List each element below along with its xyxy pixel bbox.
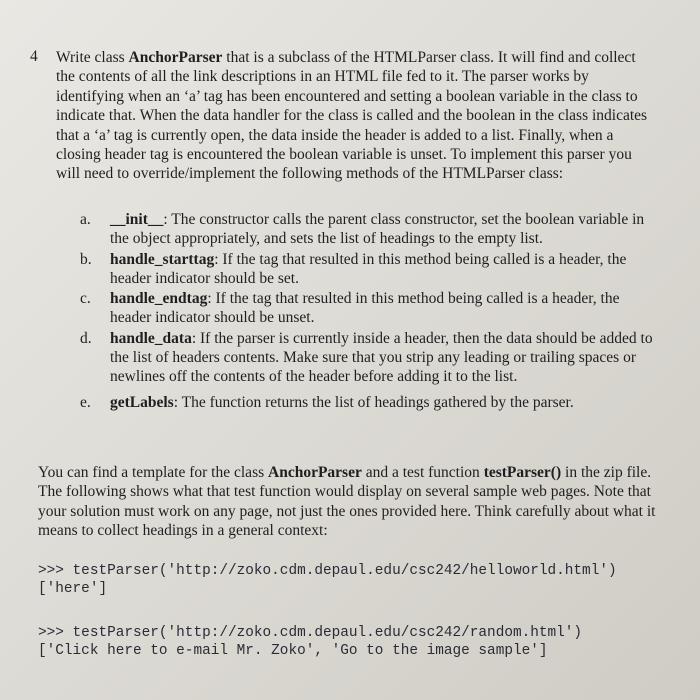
method-name: __init__ <box>110 211 164 228</box>
closing-text-1: You can find a template for the class <box>38 464 269 481</box>
question-number: 4 <box>30 48 38 65</box>
method-name: getLabels <box>110 393 174 411</box>
closing-text-3: in the zip file. The following shows what that test function would display on several sample web pages. Note that your solution must work on any page, not just the ones provided here. Think carefully about what it means to collect headings in a general context: <box>38 464 656 540</box>
example-call: >>> testParser('http://zoko.cdm.depaul.edu/csc242/helloworld.html') <box>38 563 617 579</box>
method-item-handle-endtag <box>80 289 660 328</box>
intro-text-rest: that is a subclass of the HTMLParser class. It will find and collect the contents of all the link descriptions in an HTML file fed to it. The parser works by identifying when an ‘a’ tag has been encountered and setting a boolean variable in the class to indicate that. When the data handler for the class is called and the boolean in the class indicates that a ‘a’ tag is currently open, the data inside the header is added to a list. Finally, when a closing header tag is encountered the boolean variable is unset. To implement this parser you will need to override/implement the following methods of the HTMLParser class: <box>56 49 648 183</box>
method-list <box>80 210 660 412</box>
example-call: >>> testParser('http://zoko.cdm.depaul.edu/csc242/random.html') <box>38 625 583 641</box>
closing-paragraph <box>38 463 662 541</box>
method-name: handle_data <box>110 329 192 347</box>
method-item-handle-data <box>80 329 660 387</box>
intro-class-name: AnchorParser <box>128 49 223 66</box>
example-result: ['here'] <box>38 581 108 597</box>
method-description: : If the tag that resulted in this method being called is a header, the header indicator should be unset. <box>110 290 620 327</box>
method-item-getlabels <box>80 393 660 412</box>
example-1 <box>38 562 617 598</box>
example-result: ['Click here to e-mail Mr. Zoko', 'Go to the image sample'] <box>38 643 548 659</box>
intro-paragraph <box>56 48 656 184</box>
method-description: : The constructor calls the parent class constructor, set the boolean variable in the object appropriately, and sets the list of headings to the empty list. <box>110 211 645 248</box>
example-2 <box>38 624 582 660</box>
closing-class-name: AnchorParser <box>268 464 362 481</box>
method-description: : If the parser is currently inside a header, then the data should be added to the list of headers contents. Make sure that you strip any leading or trailing spaces or newlines off the contents of the header before adding it to the list. <box>110 329 653 386</box>
item-label: d. <box>80 329 92 347</box>
method-name: handle_starttag <box>110 250 215 268</box>
intro-text-start: Write class <box>56 49 129 66</box>
method-item-init <box>80 210 660 249</box>
item-label: e. <box>80 393 91 411</box>
item-label: c. <box>80 290 91 308</box>
item-label: b. <box>80 250 92 268</box>
method-description: : The function returns the list of headings gathered by the parser. <box>173 393 574 411</box>
method-name: handle_endtag <box>110 290 208 308</box>
closing-func-name: testParser() <box>483 464 562 481</box>
method-item-handle-starttag <box>80 250 660 289</box>
method-description: : If the tag that resulted in this method being called is a header, the header indicator should be set. <box>110 250 627 287</box>
item-label: a. <box>80 211 91 228</box>
closing-text-2: and a test function <box>361 464 484 481</box>
